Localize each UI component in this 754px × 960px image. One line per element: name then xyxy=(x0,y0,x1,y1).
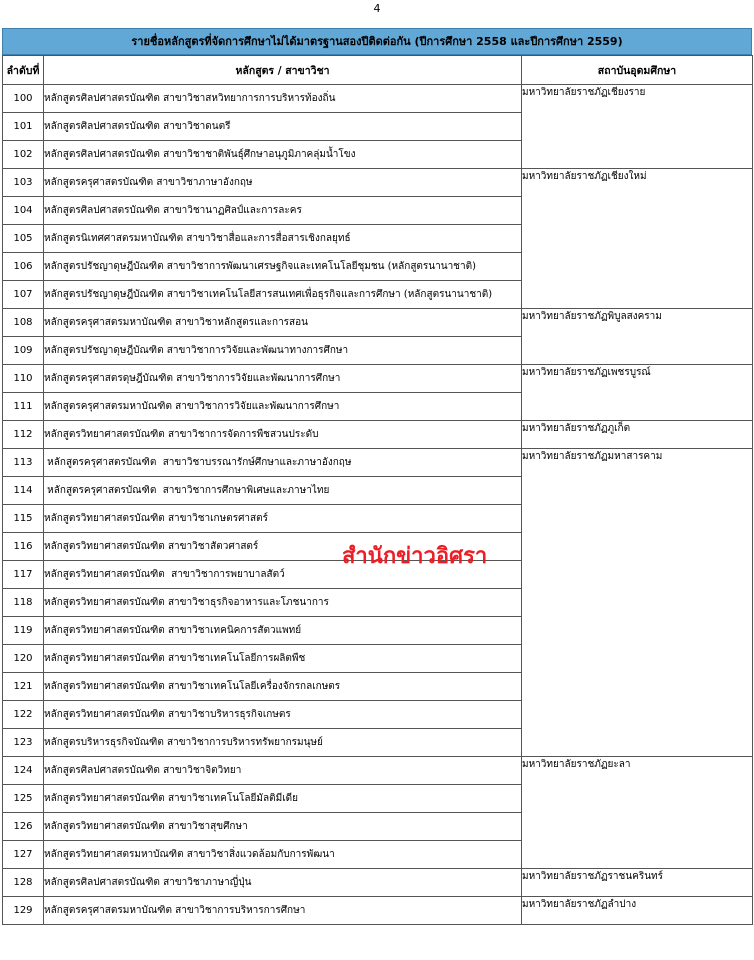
row-number: 125 xyxy=(3,785,44,813)
table-title: รายชื่อหลักสูตรที่จัดการศึกษาไม่ได้มาตรฐานสองปีติดต่อกัน (ปีการศึกษา 2558 และปีการศึกษา 2559) xyxy=(2,28,752,55)
program-name: หลักสูตรศิลปศาสตรบัณฑิต สาขาวิชาดนตรี xyxy=(44,113,522,141)
program-name: หลักสูตรวิทยาศาสตรบัณฑิต สาขาวิชาสัตวศาสตร์ xyxy=(44,533,522,561)
row-number: 110 xyxy=(3,365,44,393)
university-name: มหาวิทยาลัยราชภัฏภูเก็ต xyxy=(522,421,753,449)
university-name: มหาวิทยาลัยราชภัฏพิบูลสงคราม xyxy=(522,309,753,365)
header-no: ลำดับที่ xyxy=(3,56,44,85)
row-number: 124 xyxy=(3,757,44,785)
program-name: หลักสูตรครุศาสตรมหาบัณฑิต สาขาวิชาการบริหารการศึกษา xyxy=(44,897,522,925)
row-number: 107 xyxy=(3,281,44,309)
program-name: หลักสูตรวิทยาศาสตรบัณฑิต สาขาวิชาเทคนิคการสัตวแพทย์ xyxy=(44,617,522,645)
header-university: สถาบันอุดมศึกษา xyxy=(522,56,753,85)
row-number: 118 xyxy=(3,589,44,617)
header-program: หลักสูตร / สาขาวิชา xyxy=(44,56,522,85)
table-row xyxy=(3,869,753,897)
table-body xyxy=(3,85,753,925)
row-number: 117 xyxy=(3,561,44,589)
row-number: 109 xyxy=(3,337,44,365)
row-number: 121 xyxy=(3,673,44,701)
program-name: หลักสูตรนิเทศศาสตรมหาบัณฑิต สาขาวิชาสื่อและการสื่อสารเชิงกลยุทธ์ xyxy=(44,225,522,253)
row-number: 103 xyxy=(3,169,44,197)
program-name: หลักสูตรวิทยาศาสตรบัณฑิต สาขาวิชาเกษตรศาสตร์ xyxy=(44,505,522,533)
row-number: 116 xyxy=(3,533,44,561)
table-row xyxy=(3,365,753,393)
row-number: 114 xyxy=(3,477,44,505)
program-name: หลักสูตรปรัชญาดุษฎีบัณฑิต สาขาวิชาเทคโนโลยีสารสนเทศเพื่อธุรกิจและการศึกษา (หลักสูตรนานาชาติ) xyxy=(44,281,522,309)
university-name: มหาวิทยาลัยราชภัฏเชียงราย xyxy=(522,85,753,169)
row-number: 115 xyxy=(3,505,44,533)
table-row xyxy=(3,757,753,785)
table-row xyxy=(3,421,753,449)
program-name: หลักสูตรปรัชญาดุษฎีบัณฑิต สาขาวิชาการวิจัยและพัฒนาทางการศึกษา xyxy=(44,337,522,365)
program-name: หลักสูตรศิลปศาสตรบัณฑิต สาขาวิชาชาติพันธุ์ศึกษาอนุภูมิภาคลุ่มน้ำโขง xyxy=(44,141,522,169)
university-name: มหาวิทยาลัยราชภัฏเชียงใหม่ xyxy=(522,169,753,309)
program-name: หลักสูตรวิทยาศาสตรบัณฑิต สาขาวิชาเทคโนโลยีเครื่องจักรกลเกษตร xyxy=(44,673,522,701)
table-row xyxy=(3,169,753,197)
program-name: หลักสูตรวิทยาศาสตรบัณฑิต สาขาวิชาบริหารธุรกิจเกษตร xyxy=(44,701,522,729)
program-name: หลักสูตรวิทยาศาสตรบัณฑิต สาขาวิชาการจัดการพืชสวนประดับ xyxy=(44,421,522,449)
row-number: 100 xyxy=(3,85,44,113)
program-name: หลักสูตรวิทยาศาสตรมหาบัณฑิต สาขาวิชาสิ่งแวดล้อมกับการพัฒนา xyxy=(44,841,522,869)
table-row xyxy=(3,449,753,477)
row-number: 104 xyxy=(3,197,44,225)
row-number: 123 xyxy=(3,729,44,757)
university-name: มหาวิทยาลัยราชภัฏราชนครินทร์ xyxy=(522,869,753,897)
row-number: 126 xyxy=(3,813,44,841)
program-name: หลักสูตรวิทยาศาสตรบัณฑิต สาขาวิชาธุรกิจอาหารและโภชนาการ xyxy=(44,589,522,617)
table-row xyxy=(3,85,753,113)
program-name: หลักสูตรวิทยาศาสตรบัณฑิต สาขาวิชาสุขศึกษา xyxy=(44,813,522,841)
program-name: หลักสูตรครุศาสตรบัณฑิต สาขาวิชาการศึกษาพิเศษและภาษาไทย xyxy=(44,477,522,505)
program-name: หลักสูตรครุศาสตรบัณฑิต สาขาวิชาบรรณารักษ์ศึกษาและภาษาอังกฤษ xyxy=(44,449,522,477)
table-row xyxy=(3,309,753,337)
program-name: หลักสูตรศิลปศาสตรบัณฑิต สาขาวิชาภาษาญี่ปุ่น xyxy=(44,869,522,897)
row-number: 101 xyxy=(3,113,44,141)
row-number: 122 xyxy=(3,701,44,729)
row-number: 108 xyxy=(3,309,44,337)
row-number: 102 xyxy=(3,141,44,169)
program-name: หลักสูตรวิทยาศาสตรบัณฑิต สาขาวิชาเทคโนโลยีมัลติมีเดีย xyxy=(44,785,522,813)
row-number: 113 xyxy=(3,449,44,477)
program-name: หลักสูตรศิลปศาสตรบัณฑิต สาขาวิชาจิตวิทยา xyxy=(44,757,522,785)
watermark: สำนักข่าวอิศรา xyxy=(342,544,488,569)
row-number: 128 xyxy=(3,869,44,897)
program-name: หลักสูตรวิทยาศาสตรบัณฑิต สาขาวิชาการพยาบาลสัตว์ xyxy=(44,561,522,589)
row-number: 106 xyxy=(3,253,44,281)
row-number: 127 xyxy=(3,841,44,869)
curriculum-table xyxy=(2,55,753,925)
row-number: 105 xyxy=(3,225,44,253)
program-name: หลักสูตรศิลปศาสตรบัณฑิต สาขาวิชาสหวิทยาการการบริหารท้องถิ่น xyxy=(44,85,522,113)
program-name: หลักสูตรครุศาสตรดุษฎีบัณฑิต สาขาวิชาการวิจัยและพัฒนาการศึกษา xyxy=(44,365,522,393)
page-number: 4 xyxy=(373,2,381,15)
program-name: หลักสูตรศิลปศาสตรบัณฑิต สาขาวิชานาฏศิลป์และการละคร xyxy=(44,197,522,225)
program-name: หลักสูตรครุศาสตรมหาบัณฑิต สาขาวิชาการวิจัยและพัฒนาการศึกษา xyxy=(44,393,522,421)
program-name: หลักสูตรวิทยาศาสตรบัณฑิต สาขาวิชาเทคโนโลยีการผลิตพืช xyxy=(44,645,522,673)
university-name: มหาวิทยาลัยราชภัฏยะลา xyxy=(522,757,753,869)
program-name: หลักสูตรบริหารธุรกิจบัณฑิต สาขาวิชาการบริหารทรัพยากรมนุษย์ xyxy=(44,729,522,757)
table-row xyxy=(3,897,753,925)
program-name: หลักสูตรครุศาสตรมหาบัณฑิต สาขาวิชาหลักสูตรและการสอน xyxy=(44,309,522,337)
program-name: หลักสูตรครุศาสตรบัณฑิต สาขาวิชาภาษาอังกฤษ xyxy=(44,169,522,197)
row-number: 111 xyxy=(3,393,44,421)
table-header-row xyxy=(3,56,753,85)
university-name: มหาวิทยาลัยราชภัฏมหาสารคาม xyxy=(522,449,753,757)
row-number: 112 xyxy=(3,421,44,449)
row-number: 129 xyxy=(3,897,44,925)
row-number: 120 xyxy=(3,645,44,673)
university-name: มหาวิทยาลัยราชภัฏเพชรบูรณ์ xyxy=(522,365,753,421)
university-name: มหาวิทยาลัยราชภัฏลำปาง xyxy=(522,897,753,925)
program-name: หลักสูตรปรัชญาดุษฎีบัณฑิต สาขาวิชาการพัฒนาเศรษฐกิจและเทคโนโลยีชุมชน (หลักสูตรนานาชาติ) xyxy=(44,253,522,281)
row-number: 119 xyxy=(3,617,44,645)
